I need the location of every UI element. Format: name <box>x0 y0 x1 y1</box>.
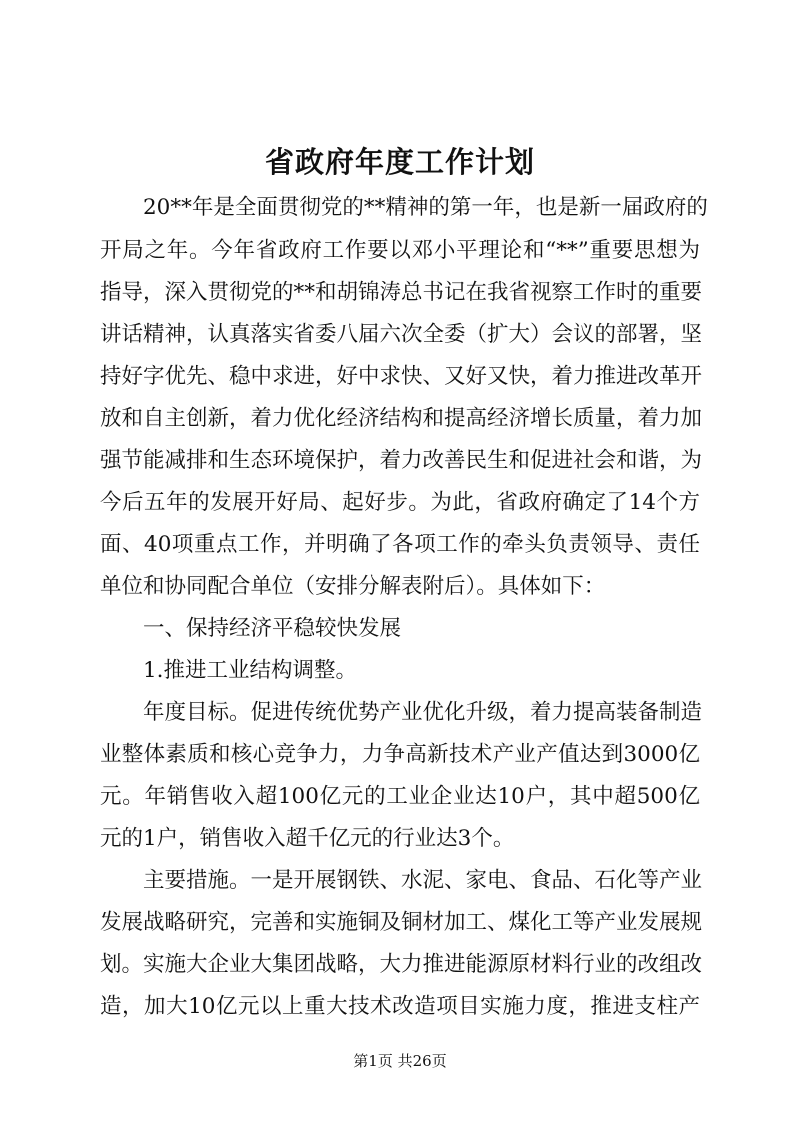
page-number-footer: 第1页 共26页 <box>353 1052 447 1070</box>
paragraph-line: 开局之年。今年省政府工作要以邓小平理论和“**”重要思想为 <box>100 238 700 263</box>
paragraph-line: 放和自主创新，着力优化经济结构和提高经济增长质量，着力加 <box>100 406 703 431</box>
section-heading: 一、保持经济平稳较快发展 <box>100 616 402 641</box>
paragraph-line: 元的1户，销售收入超千亿元的行业达3个。 <box>100 826 515 851</box>
paragraph-line: 造，加大10亿元以上重大技术改造项目实施力度，推进支柱产 <box>100 994 700 1019</box>
subsection-heading: 1.推进工业结构调整。 <box>100 658 358 683</box>
paragraph-line: 主要措施。一是开展钢铁、水泥、家电、食品、石化等产业 <box>100 868 703 893</box>
paragraph-line: 发展战略研究，完善和实施铜及铜材加工、煤化工等产业发展规 <box>100 910 703 935</box>
paragraph-line: 划。实施大企业大集团战略，大力推进能源原材料行业的改组改 <box>100 952 703 977</box>
paragraph-line: 持好字优先、稳中求进，好中求快、又好又快，着力推进改革开 <box>100 364 703 389</box>
paragraph-line: 元。年销售收入超100亿元的工业企业达10户，其中超500亿 <box>100 784 700 809</box>
document-title: 省政府年度工作计划 <box>264 145 535 179</box>
paragraph-line: 20**年是全面贯彻党的**精神的第一年，也是新一届政府的 <box>100 195 708 220</box>
paragraph-line: 指导，深入贯彻党的**和胡锦涛总书记在我省视察工作时的重要 <box>100 280 703 305</box>
paragraph-line: 面、40项重点工作，并明确了各项工作的牵头负责领导、责任 <box>100 532 700 557</box>
paragraph-line: 单位和协同配合单位（安排分解表附后）。具体如下： <box>100 574 606 599</box>
paragraph-line: 讲话精神，认真落实省委八届六次全委（扩大）会议的部署，坚 <box>100 322 703 347</box>
paragraph-line: 年度目标。促进传统优势产业优化升级，着力提高装备制造 <box>100 700 703 725</box>
paragraph-line: 今后五年的发展开好局、起好步。为此，省政府确定了14个方 <box>100 490 700 515</box>
paragraph-line: 强节能减排和生态环境保护，着力改善民生和促进社会和谐，为 <box>100 448 703 473</box>
paragraph-line: 业整体素质和核心竞争力，力争高新技术产业产值达到3000亿 <box>100 742 700 767</box>
